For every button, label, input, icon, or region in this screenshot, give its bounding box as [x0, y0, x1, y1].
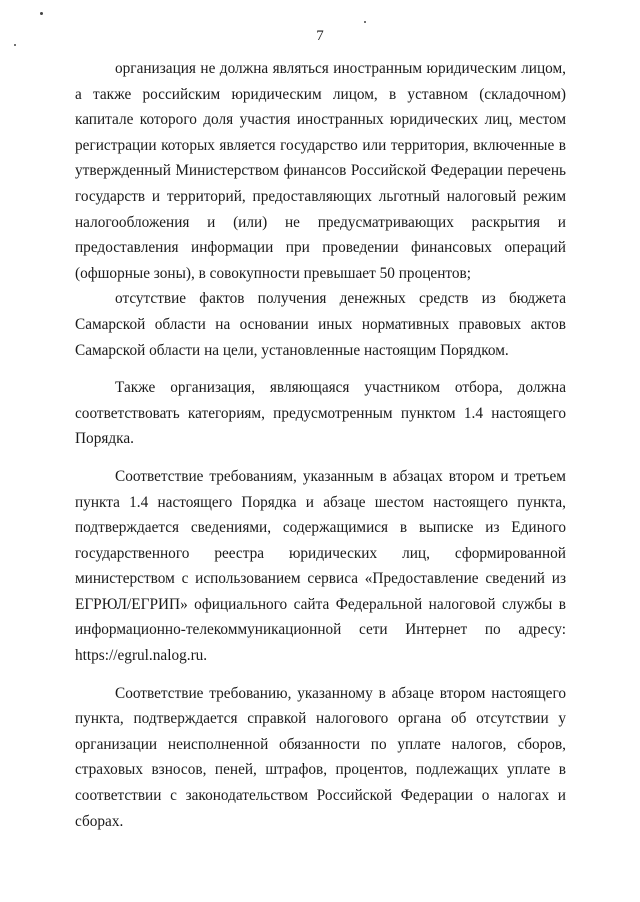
paragraph: Также организация, являющаяся участником отбора, должна соответствовать категориям, предусмотренным пунктом 1.4 настоящего Порядка.: [75, 379, 566, 448]
paragraph: отсутствие фактов получения денежных средств из бюджета Самарской области на основании иных нормативных правовых актов Самарской области на цели, установленные настоящим Порядком.: [75, 290, 566, 359]
scan-speck: [364, 21, 366, 23]
scan-speck: [40, 12, 43, 15]
paragraph: организация не должна являться иностранным юридическим лицом, а также российским юридическим лицом, в уставном (складочном) капитале которого доля участия иностранных юридических лиц, местом регистрации которых является государство или территория, включенные в утвержденный Министерством финансов Российской Федерации перечень государств и территорий, предоставляющих льготный налоговый режим налогообложения и (или) не предусматривающих раскрытия и предоставления информации при проведении финансовых операций (офшорные зоны), в совокупности превышает 50 процентов;: [75, 60, 566, 282]
page-number: 7: [316, 28, 324, 44]
paragraph: Соответствие требованию, указанному в абзаце втором настоящего пункта, подтверждается справкой налогового органа об отсутствии у организации неисполненной обязанности по уплате налогов, сборов, страховых взносов, пеней, штрафов, процентов, подлежащих уплате в соответствии с законодательством Российской Федерации о налогах и сборах.: [75, 684, 566, 830]
paragraph: Соответствие требованиям, указанным в абзацах втором и третьем пункта 1.4 настоящего Порядка и абзаце шестом настоящего пункта, подтверждается сведениями, содержащимися в выписке из Единого государственного реестра юридических лиц, сформированной министерством с использованием сервиса «Предоставление сведений из ЕГРЮЛ/ЕГРИП» официального сайта Федеральной налоговой службы в информационно-телекоммуникационной сети Интернет по адресу: https://egrul.nalog.ru.: [75, 467, 566, 665]
document-body: [75, 56, 566, 834]
